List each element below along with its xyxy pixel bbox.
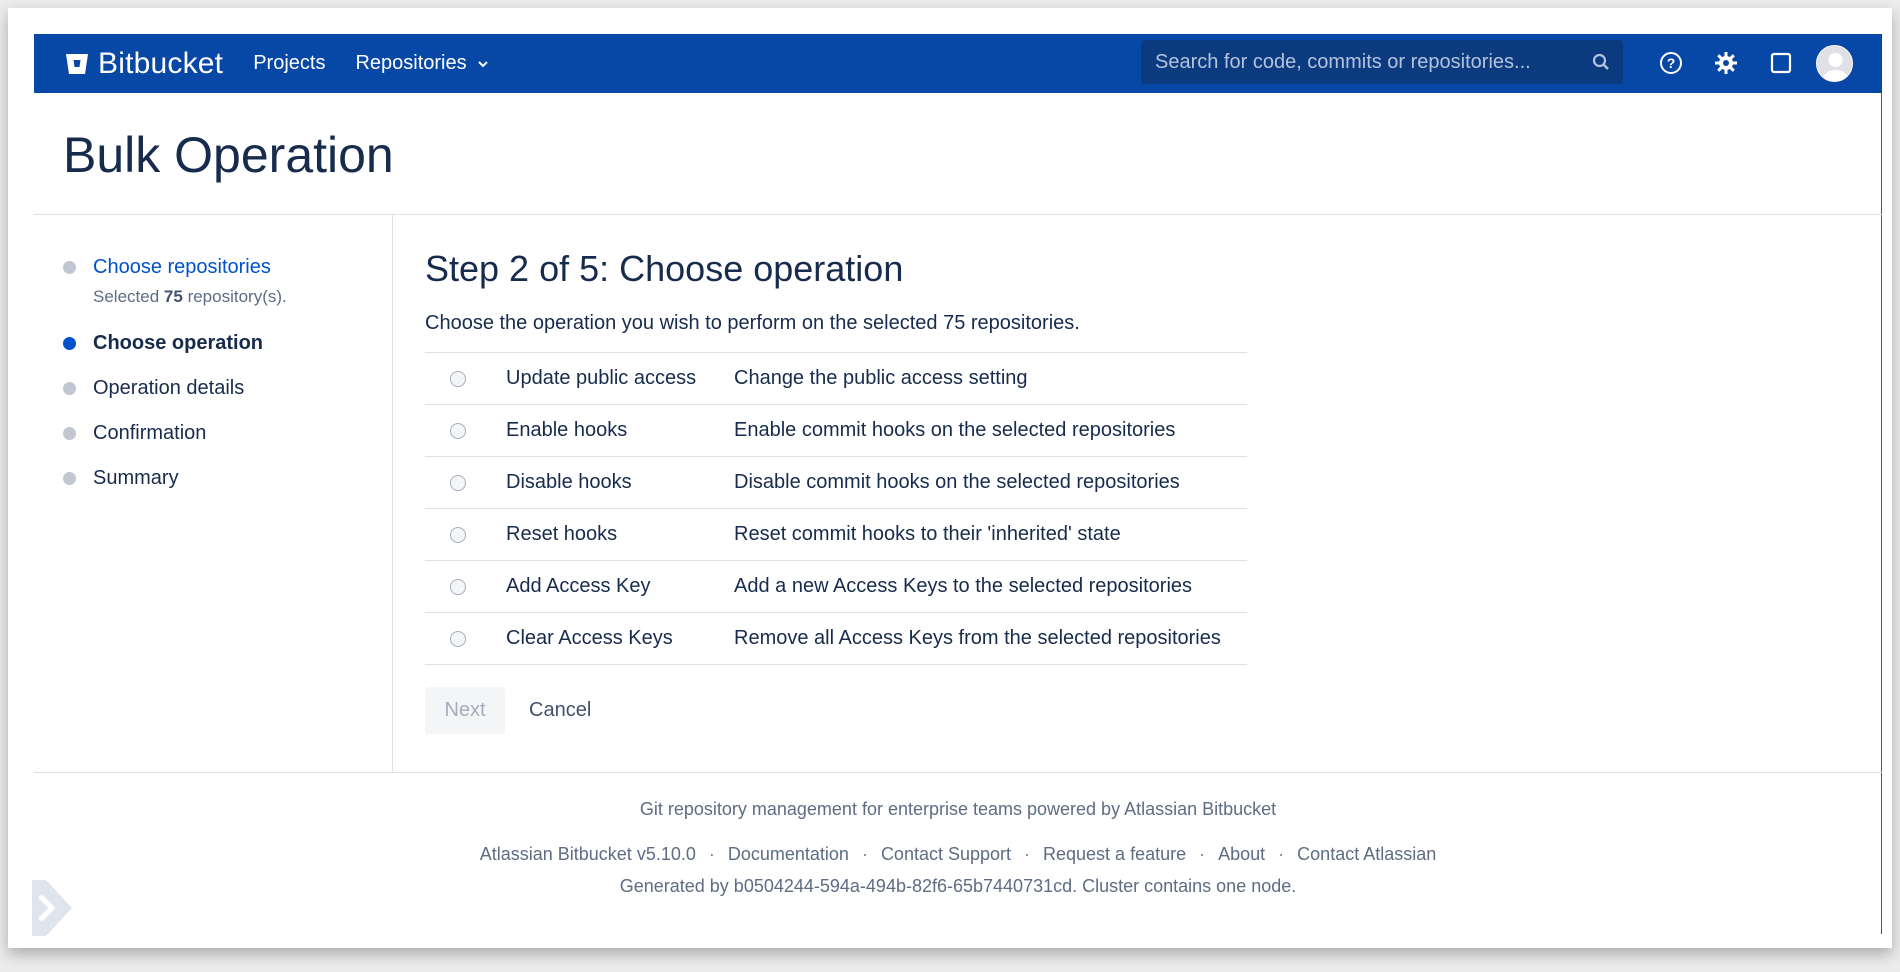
operation-description: Enable commit hooks on the selected repositories: [734, 419, 1176, 441]
footer-link-contact-support[interactable]: Contact Support: [880, 844, 1012, 864]
selected-prefix: Selected: [93, 287, 160, 306]
wizard-step-confirmation: [63, 422, 287, 467]
step-label: Choose operation: [93, 332, 264, 354]
app-window: [34, 34, 1882, 934]
search-input[interactable]: [1141, 40, 1579, 84]
search-box: [1141, 40, 1623, 84]
operation-name: Add Access Key: [506, 575, 651, 597]
notifications-panel-icon[interactable]: [1768, 50, 1794, 76]
operations-list: [425, 352, 1247, 665]
wizard-step-choose-repositories[interactable]: [63, 256, 287, 332]
footer-link-documentation[interactable]: Documentation: [727, 844, 849, 864]
operation-name: Clear Access Keys: [506, 627, 673, 649]
step-dot-active-icon: [63, 337, 76, 350]
footer-link-about[interactable]: About: [1218, 844, 1266, 864]
nav-repositories[interactable]: [355, 52, 488, 75]
operation-radio[interactable]: [450, 371, 466, 387]
operation-name: Enable hooks: [506, 419, 628, 441]
operation-description: Reset commit hooks to their 'inherited' state: [734, 523, 1121, 545]
operation-name: Disable hooks: [506, 471, 632, 493]
footer-link-request-feature[interactable]: Request a feature: [1043, 844, 1187, 864]
operation-description: Add a new Access Keys to the selected repositories: [734, 575, 1193, 597]
step-dot-icon: [63, 261, 76, 274]
step-label: Operation details: [93, 377, 245, 399]
nav-projects-label: Projects: [253, 52, 326, 74]
help-icon[interactable]: [1658, 50, 1684, 76]
operation-description: Remove all Access Keys from the selected repositories: [734, 627, 1221, 649]
selected-count: 75: [163, 287, 183, 306]
footer-link-contact-atlassian[interactable]: Contact Atlassian: [1297, 844, 1437, 864]
step-dot-icon: [63, 382, 76, 395]
user-avatar[interactable]: [1816, 45, 1853, 82]
operation-description: Change the public access setting: [734, 367, 1028, 389]
wizard-step-operation-details: [63, 377, 287, 422]
footer-divider: [34, 772, 1882, 773]
operation-radio[interactable]: [450, 579, 466, 595]
footer-separator: ·: [1278, 844, 1285, 864]
page-title: Bulk Operation: [63, 127, 394, 183]
footer-links: [34, 844, 1882, 865]
bitbucket-logo-icon: [64, 51, 90, 77]
step-label: Confirmation: [93, 422, 207, 444]
footer-link-version[interactable]: Atlassian Bitbucket v5.10.0: [479, 844, 696, 864]
operation-radio[interactable]: [450, 475, 466, 491]
footer-separator: ·: [1199, 844, 1206, 864]
play-arrow-icon: [32, 880, 72, 936]
footer-separator: ·: [861, 844, 868, 864]
cancel-button[interactable]: Cancel: [519, 687, 601, 734]
footer-tagline: Git repository management for enterprise teams powered by Atlassian Bitbucket: [639, 799, 1277, 819]
footer-generated-info: Generated by b0504244-594a-494b-82f6-65b7440731cd. Cluster contains one node.: [619, 876, 1297, 896]
next-button[interactable]: Next: [425, 687, 505, 734]
operation-row-add-access-key[interactable]: [425, 561, 1247, 613]
step-label: Summary: [93, 467, 179, 489]
operation-name: Reset hooks: [506, 523, 618, 545]
nav-repositories-label: Repositories: [355, 52, 467, 74]
form-actions: [425, 687, 1245, 734]
step-dot-icon: [63, 472, 76, 485]
brand-name: Bitbucket: [98, 46, 224, 80]
operation-radio[interactable]: [450, 527, 466, 543]
operation-name: Update public access: [506, 367, 697, 389]
footer: [34, 799, 1882, 897]
wizard-steps: [63, 256, 287, 512]
chevron-down-icon: [477, 58, 489, 70]
selected-suffix: repository(s).: [187, 287, 287, 306]
top-navigation-bar: [34, 34, 1882, 93]
sidebar-divider: [392, 215, 393, 772]
step-title: Step 2 of 5: Choose operation: [425, 248, 904, 289]
wizard-step-choose-operation: [63, 332, 287, 377]
main-content: [425, 248, 1245, 734]
divider: [34, 214, 1882, 215]
operation-row-disable-hooks[interactable]: [425, 457, 1247, 509]
operation-radio[interactable]: [450, 423, 466, 439]
step-description: Choose the operation you wish to perform on the selected 75 repositories.: [425, 312, 1080, 334]
svg-text:?: ?: [1666, 55, 1676, 71]
operation-row-update-public-access[interactable]: [425, 353, 1247, 405]
nav-projects[interactable]: [253, 52, 325, 75]
operation-description: Disable commit hooks on the selected repositories: [734, 471, 1180, 493]
screenshot-frame: [8, 8, 1892, 948]
step-label[interactable]: Choose repositories: [93, 256, 271, 278]
selected-repositories-count: [93, 287, 287, 307]
footer-separator: ·: [708, 844, 715, 864]
gear-icon[interactable]: [1713, 50, 1739, 76]
operation-row-enable-hooks[interactable]: [425, 405, 1247, 457]
step-dot-icon: [63, 427, 76, 440]
operation-row-reset-hooks[interactable]: [425, 509, 1247, 561]
footer-separator: ·: [1024, 844, 1031, 864]
operation-radio[interactable]: [450, 631, 466, 647]
bitbucket-logo[interactable]: [64, 47, 223, 81]
operation-row-clear-access-keys[interactable]: [425, 613, 1247, 665]
avatar-icon: [1817, 46, 1853, 82]
search-icon[interactable]: [1579, 40, 1623, 84]
wizard-step-summary: [63, 467, 287, 512]
